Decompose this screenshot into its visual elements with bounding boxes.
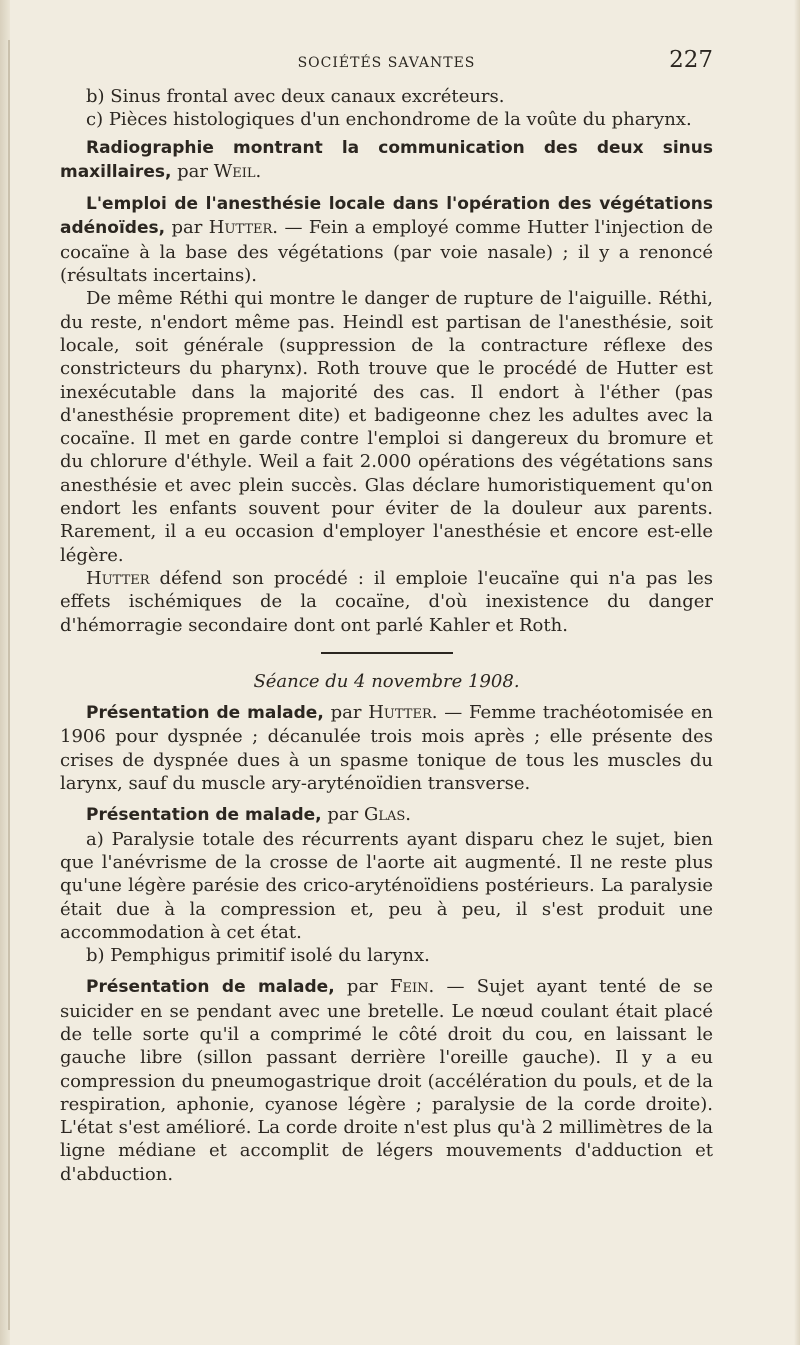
radiographie-par: par [171, 160, 214, 182]
presentation-hutter-text: . — Femme trachéotomisée en 1906 pour dyspnée ; décanulée trois mois après ; elle présente des crises de dyspnée dues à un spasme tonique de tous les muscles du larynx, sauf du muscle ary-aryténoïdien transverse. [60, 702, 713, 795]
page-edge [794, 0, 800, 1345]
spine-shadow [8, 40, 10, 1330]
presentation-glas-author: Glas [363, 804, 406, 826]
presentation-fein-author: Fein [390, 976, 429, 998]
page-number: 227 [669, 47, 713, 73]
anesthesie-title: L'emploi de l'anesthésie locale dans l'opération des végétations adénoïdes, [60, 194, 713, 239]
page [60, 45, 713, 1186]
hutter-paragraph [60, 567, 713, 637]
presentation-glas-item-b: b) Pemphigus primitif isolé du larynx. [86, 945, 430, 967]
item-b-sinus: b) Sinus frontal avec deux canaux excréteurs. [86, 86, 505, 107]
radiographie-end: . [255, 160, 262, 182]
hutter-text: défend son procédé : il emploie l'eucaïne qui n'a pas les effets ischémiques de la cocaïne, d'où inexistence du danger d'hémorragie secondaire dont ont parlé Kahler et Roth. [60, 567, 713, 636]
radiographie-paragraph [60, 136, 713, 185]
presentation-hutter-author: Hutter [368, 702, 432, 724]
radiographie-title: Radiographie montrant la communication des deux sinus maxillaires, [60, 137, 713, 182]
rethi-paragraph: De même Réthi qui montre le danger de rupture de l'aiguille. Réthi, du reste, n'endort même pas. Heindl est partisan de l'anesthésie, soit locale, soit générale (suppression de la contracture réflexe des constricteurs du pharynx). Roth trouve que le procédé de Hutter est inexécutable dans la majorité des cas. Il endort à l'éther (pas d'anesthésie proprement dite) et badigeonne chez les adultes avec la cocaïne. Il met en garde contre l'emploi si dangereux du bromure et du chlorure d'éthyle. Weil a fait 2.000 opérations des végétations sans anesthésie et avec plein succès. Glas déclare humoristiquement qu'on endort les enfants souvent pour éviter de la douleur aux parents. Rarement, il a eu occasion d'employer l'anesthésie et encore est-elle légère. [60, 288, 713, 566]
presentation-glas-par: par [321, 804, 364, 826]
presentation-hutter-title: Présentation de malade, [86, 703, 324, 724]
presentation-hutter-par: par [323, 702, 369, 724]
seance-heading: Séance du 4 novembre 1908. [253, 670, 520, 692]
item-c-pieces: c) Pièces histologiques d'un enchondrome de la voûte du pharynx. [86, 109, 692, 131]
presentation-glas-item-a: a) Paralysie totale des récurrents ayant disparu chez le sujet, bien que l'anévrisme de la crosse de l'aorte ait augmenté. Il ne reste plus qu'une légère parésie des crico-aryténoïdiens postérieurs. La paralysie était due à la compression et, peu à peu, il s'est produit une accommodation à cet état. [60, 828, 713, 943]
presentation-fein-par: par [334, 976, 391, 998]
presentation-glas-end: . [405, 804, 411, 826]
anesthesie-author: Hutter [208, 217, 273, 239]
presentation-fein-text: . — Sujet ayant tenté de se suicider en se pendant avec une bretelle. Le nœud coulant était placé de telle sorte qu'il a comprimé le côté droit du cou, en laissant le gauche libre (sillon passant derrière l'oreille gauche). Il y a eu compression du pneumogastrique droit (accélération du pouls, et de la respiration, aphonie, cyanose légère ; paralysie de la corde droite). L'état s'est amélioré. La corde droite n'est plus qu'à 2 millimètres de la ligne médiane et accomplit de légers mouvements d'adduction et d'abduction. [60, 976, 713, 1185]
running-title: SOCIÉTÉS SAVANTES [297, 55, 476, 71]
anesthesie-par: par [165, 217, 209, 239]
anesthesie-paragraph [60, 192, 713, 287]
section-divider [321, 652, 453, 654]
presentation-fein-paragraph [60, 975, 713, 1186]
anesthesie-text: . — Fein a employé comme Hutter l'injection de cocaïne à la base des végétations (par voie nasale) ; il y a renoncé (résultats incertains). [60, 217, 713, 287]
radiographie-author: Weil [213, 160, 256, 182]
page-body [60, 85, 713, 1186]
page-header [60, 45, 713, 85]
presentation-hutter-paragraph [60, 701, 713, 795]
presentation-glas-paragraph [60, 803, 713, 827]
presentation-glas-title: Présentation de malade, [86, 805, 322, 826]
hutter-name: Hutter [86, 567, 150, 589]
presentation-fein-title: Présentation de malade, [86, 977, 335, 998]
